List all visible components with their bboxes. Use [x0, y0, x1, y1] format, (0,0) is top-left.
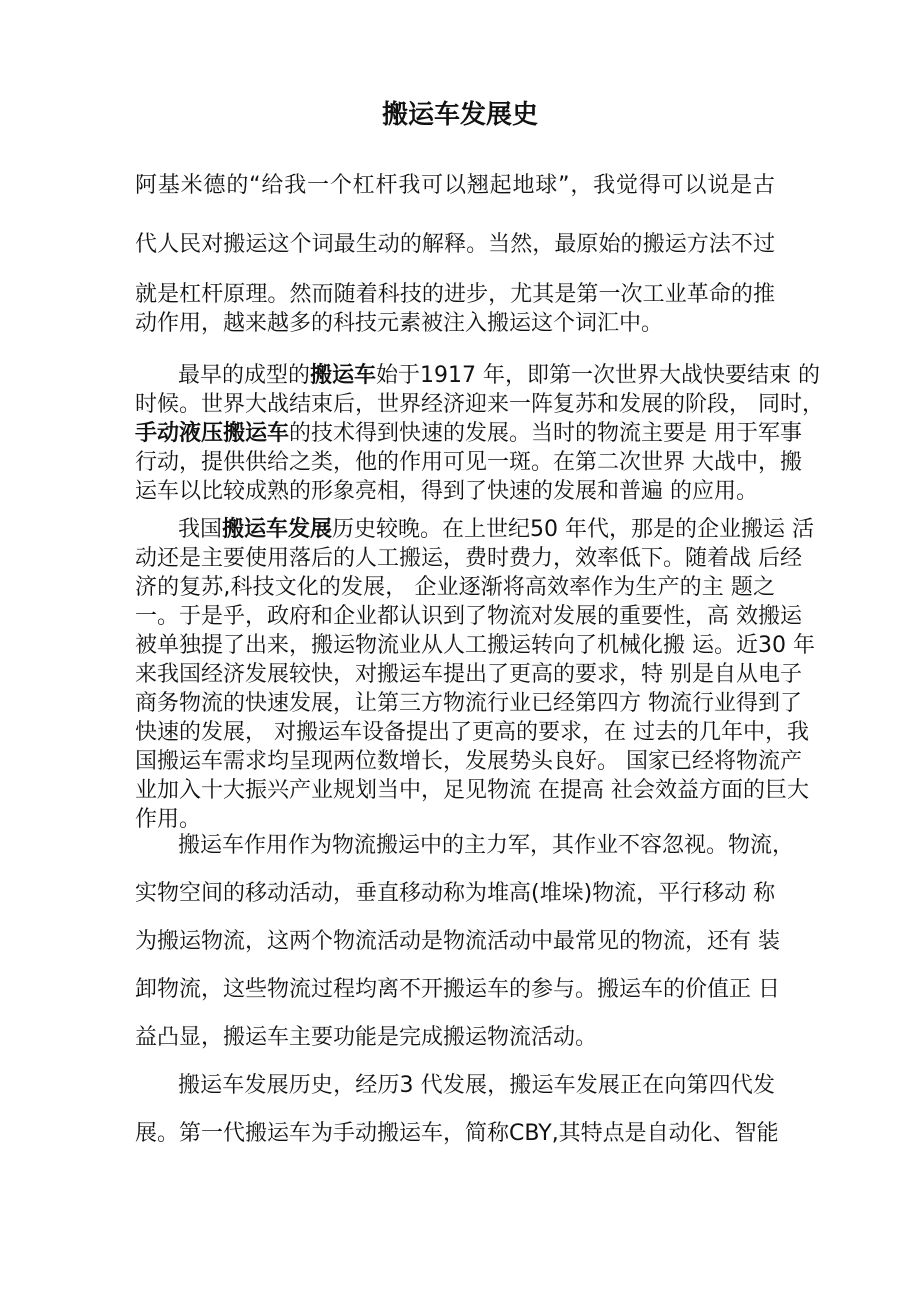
text-segment: 动作用，越来越多的科技元素被注入搬运这个词汇中。 — [135, 311, 664, 336]
text-segment: 来我国经济发展较快，对搬运车提出了更高的要求，特 别是自从电子 — [135, 662, 802, 687]
text-line — [135, 391, 824, 419]
bold-keyword: 手动液压搬运车 — [135, 421, 290, 446]
text-segment: 商务物流的快速发展，让第三方物流行业已经第四方 物流行业得到了 — [135, 691, 802, 716]
text-line — [178, 832, 795, 860]
text-segment: 卸物流，这些物流过程均离不开搬运车的参与。搬运车的价值正 日 — [135, 977, 780, 1002]
text-line — [135, 281, 775, 309]
text-segment: 一。于是乎，政府和企业都认识到了物流对发展的重要性，高 效搬运 — [135, 604, 802, 629]
text-segment: 快速的发展， 对搬运车设备提出了更高的要求，在 过去的几年中，我 — [135, 720, 809, 745]
text-segment: 业加入十大振兴产业规划当中，足见物流 在提高 社会效益方面的巨大 — [135, 778, 809, 803]
text-line — [135, 574, 775, 602]
text-segment: 济的复苏,科技文化的发展， 企业逐渐将高效率作为生产的主 题之 — [135, 575, 775, 600]
text-segment: 国搬运车需求均呈现两位数增长，发展势头良好。 国家已经将物流产 — [135, 749, 802, 774]
page-title: 搬运车发展史 — [381, 100, 538, 130]
text-line — [178, 516, 815, 544]
text-segment: 被单独提了出来，搬运物流业从人工搬运转向了机械化搬 运。近30 年 — [135, 633, 815, 658]
text-line — [178, 362, 821, 390]
text-line — [135, 1120, 779, 1148]
text-segment: 的技术得到快速的发展。当时的物流主要是 用于军事 — [289, 421, 803, 446]
text-segment: 阿基米德的“给我一个杠杆我可以翘起地球”，我觉得可以说是古 — [135, 173, 775, 198]
text-segment: 实物空间的移动活动，垂直移动称为堆高(堆垛)物流，平行移动 称 — [135, 881, 776, 906]
bold-keyword: 搬运车 — [310, 363, 377, 388]
text-segment: 展。第一代搬运车为手动搬运车，简称CBY,其特点是自动化、智能 — [135, 1121, 779, 1146]
text-line — [135, 880, 775, 908]
text-segment: 我国 — [178, 517, 223, 542]
text-line — [178, 1072, 775, 1100]
text-line — [135, 545, 802, 573]
bold-keyword: 搬运车发展 — [222, 517, 333, 542]
text-segment: 为搬运物流，这两个物流活动是物流活动中最常见的物流，还有 装 — [135, 929, 780, 954]
text-line — [135, 420, 803, 448]
text-line — [135, 632, 815, 660]
text-segment: 时候。世界大战结束后，世界经济迎来一阵复苏和发展的阶段， 同时， — [135, 392, 824, 417]
text-line — [135, 603, 802, 631]
text-segment: 运车以比较成熟的形象亮相，得到了快速的发展和普遍 的应用。 — [135, 479, 758, 504]
text-line — [135, 231, 775, 259]
text-segment: 动还是主要使用落后的人工搬运，费时费力，效率低下。随着战 后经 — [135, 546, 802, 571]
text-line — [135, 690, 802, 718]
text-segment: 就是杠杆原理。然而随着科技的进步，尤其是第一次工业革命的推 — [135, 282, 775, 307]
text-segment: 始于1917 年，即第一次世界大战快要结束 的 — [376, 363, 821, 388]
text-line — [135, 661, 802, 689]
text-line — [135, 719, 809, 747]
text-segment: 行动，提供供给之类，他的作用可见一斑。在第二次世界 大战中，搬 — [135, 450, 802, 475]
text-segment: 搬运车作用作为物流搬运中的主力军，其作业不容忽视。物流， — [178, 833, 795, 858]
text-line — [135, 777, 809, 805]
text-line — [135, 1024, 775, 1052]
text-line — [135, 478, 775, 506]
text-line — [135, 976, 780, 1004]
text-segment: 代人民对搬运这个词最生动的解释。当然，最原始的搬运方法不过 — [135, 232, 775, 257]
text-segment: 益凸显，搬运车主要功能是完成搬运物流活动。 — [135, 1025, 598, 1050]
text-line — [135, 449, 802, 477]
text-line — [135, 748, 802, 776]
text-segment: 最早的成型的 — [178, 363, 311, 388]
text-line — [135, 806, 775, 834]
text-line — [135, 928, 780, 956]
text-line — [135, 310, 775, 338]
text-segment: 历史较晚。在上世纪50 年代，那是的企业搬运 活 — [332, 517, 815, 542]
text-segment: 搬运车发展历史，经历3 代发展，搬运车发展正在向第四代发 — [178, 1073, 775, 1098]
text-line — [135, 172, 775, 200]
text-segment: 作用。 — [135, 807, 202, 832]
